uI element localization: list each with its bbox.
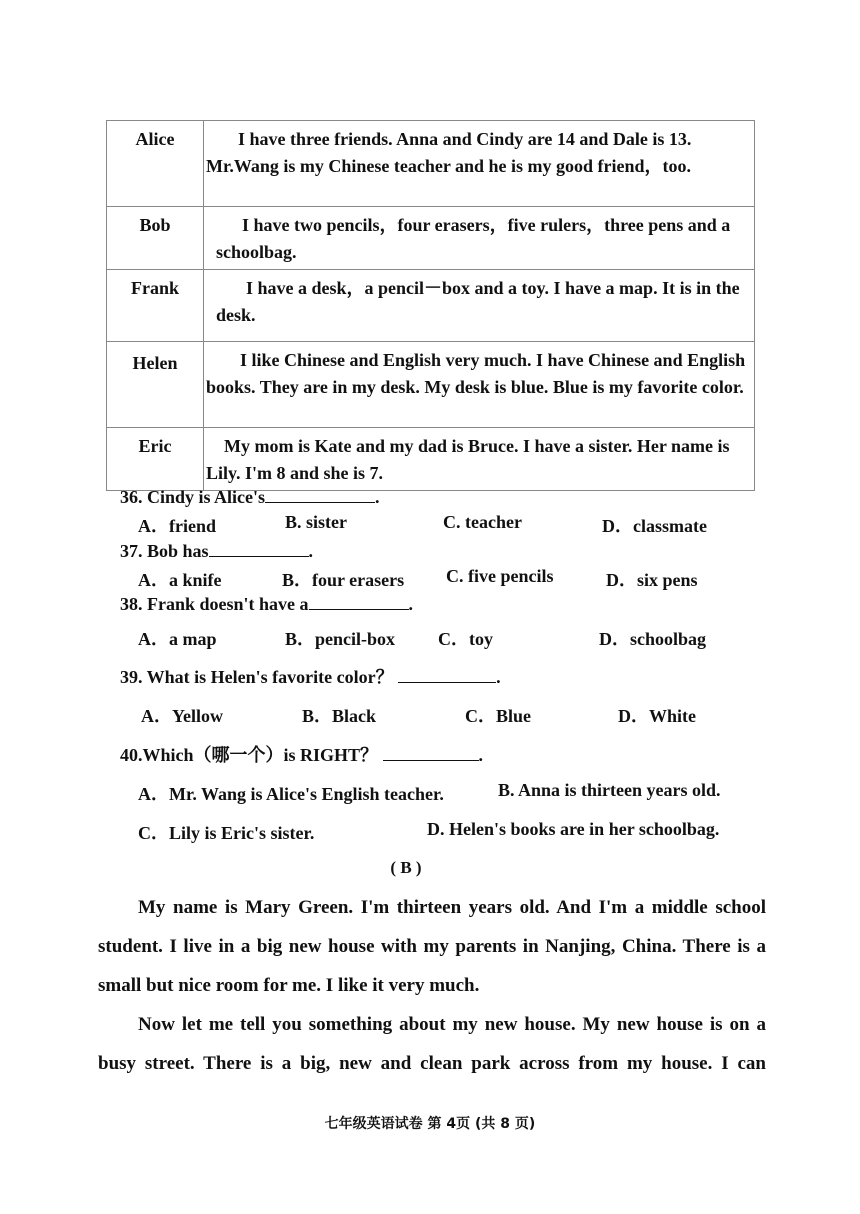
page-footer: 七年级英语试卷 第 4页 (共 8 页) (324, 1116, 536, 1132)
q39-option-d[interactable]: D．White (618, 706, 696, 726)
person-name: Eric (107, 428, 204, 491)
q38-option-d[interactable]: D．schoolbag (599, 629, 707, 649)
person-name: Frank (107, 270, 204, 342)
answer-blank[interactable] (209, 539, 309, 557)
q37-option-c[interactable]: C. five pencils (446, 566, 554, 586)
q37-option-b[interactable]: B．four erasers (282, 570, 405, 590)
answer-blank[interactable] (383, 743, 479, 761)
person-name: Helen (107, 342, 204, 428)
table-row (107, 428, 755, 491)
q38-option-a[interactable]: A．a map (138, 629, 217, 649)
info-table (106, 120, 755, 491)
q40-option-b[interactable]: B. Anna is thirteen years old. (498, 780, 721, 800)
question-36: 36. Cindy is Alice's . (120, 487, 380, 507)
person-name: Bob (107, 207, 204, 270)
section-heading: ( B ) (390, 858, 422, 877)
q39-option-b[interactable]: B．Black (302, 706, 377, 726)
person-text: I have a desk，a pencil－box and a toy. I have a map. It is in the desk. (204, 270, 755, 342)
table-row (107, 270, 755, 342)
table-row (107, 207, 755, 270)
person-text: I like Chinese and English very much. I have Chinese and English books. They are in my desk. My desk is blue. Blue is my favorite color. (204, 342, 755, 428)
q36-option-d[interactable]: D．classmate (602, 516, 707, 536)
question-39: 39. What is Helen's favorite color？ . (120, 667, 501, 687)
q39-option-c[interactable]: C．Blue (465, 706, 532, 726)
question-38: 38. Frank doesn't have a . (120, 594, 414, 614)
q37-option-d[interactable]: D．six pens (606, 570, 698, 590)
person-name: Alice (107, 121, 204, 207)
q38-option-b[interactable]: B．pencil-box (285, 629, 396, 649)
q38-option-c[interactable]: C．toy (438, 629, 493, 649)
question-40: 40.Which（哪一个）is RIGHT？ . (120, 745, 484, 765)
q36-option-a[interactable]: A．friend (138, 516, 216, 536)
table-row (107, 342, 755, 428)
question-37: 37. Bob has . (120, 541, 314, 561)
person-text: I have three friends. Anna and Cindy are 14 and Dale is 13. Mr.Wang is my Chinese teacher and he is my good friend，too. (204, 121, 755, 207)
person-text: I have two pencils，four erasers，five rulers，three pens and a schoolbag. (204, 207, 755, 270)
q40-option-a[interactable]: A．Mr. Wang is Alice's English teacher. (138, 784, 444, 804)
q40-option-d[interactable]: D. Helen's books are in her schoolbag. (427, 819, 720, 839)
answer-blank[interactable] (398, 665, 496, 683)
answer-blank[interactable] (265, 485, 375, 503)
passage-paragraph: My name is Mary Green. I'm thirteen years old. And I'm a middle school student. I live in a big new house with my parents in Nanjing, China. There is a small but nice room for me. I like it very much. (98, 897, 766, 996)
q36-option-b[interactable]: B. sister (285, 512, 347, 532)
q40-option-c[interactable]: C．Lily is Eric's sister. (138, 823, 315, 843)
table-row (107, 121, 755, 207)
answer-blank[interactable] (309, 592, 409, 610)
person-text: My mom is Kate and my dad is Bruce. I have a sister. Her name is Lily. I'm 8 and she is 7. (204, 428, 755, 491)
q37-option-a[interactable]: A．a knife (138, 570, 222, 590)
q36-option-c[interactable]: C. teacher (443, 512, 522, 532)
q39-option-a[interactable]: A．Yellow (141, 706, 223, 726)
passage-paragraph: Now let me tell you something about my new house. My new house is on a busy street. There is a big, new and clean park across from my house. I can (98, 1014, 766, 1074)
